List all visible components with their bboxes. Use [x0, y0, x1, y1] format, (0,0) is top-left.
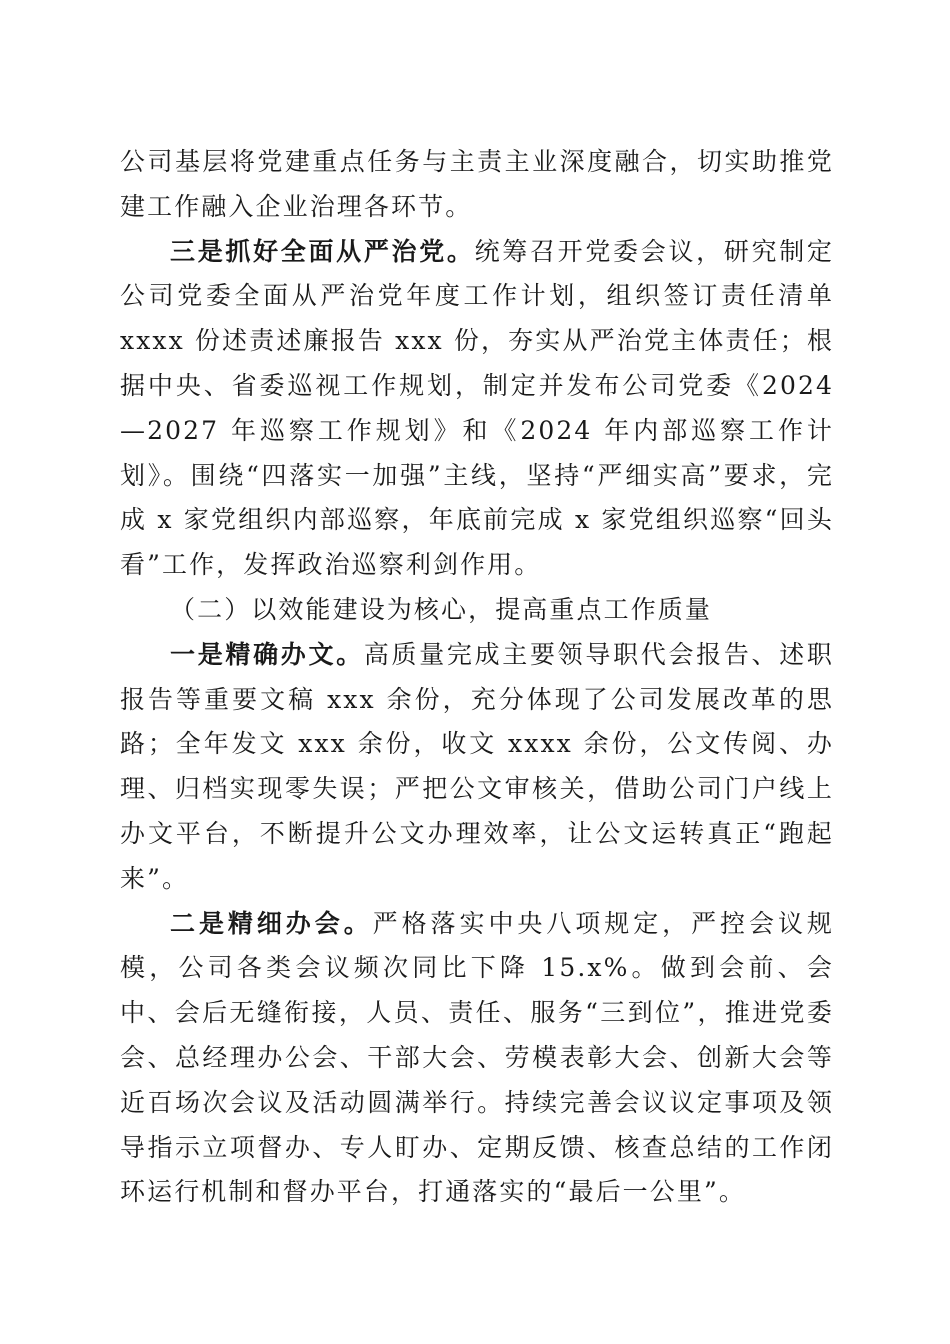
paragraph-continuation: [120, 140, 834, 230]
paragraph-precise-documents: [120, 633, 834, 902]
paragraph-text: 公司基层将党建重点任务与主责主业深度融合，切实助推党建工作融入企业治理各环节。: [120, 147, 834, 221]
paragraph-text: 高质量完成主要领导职代会报告、述职报告等重要文稿 xxx 余份，充分体现了公司发展改革的思路；全年发文 xxx 余份，收文 xxxx 余份，公文传阅、办理、归档实现零失误；严把公文审核关，借助公司门户线上办文平台，不断提升公文办理效率，让公文运转真正“跑起来”。: [120, 639, 835, 893]
document-body: [120, 140, 834, 1215]
paragraph-text: 统筹召开党委会议，研究制定公司党委全面从严治党年度工作计划，组织签订责任清单 xxxx 份述责述廉报告 xxx 份，夯实从严治党主体责任；根据中央、省委巡视工作规划，制定并发布公司党委《2024—2027 年巡察工作规划》和《2024 年内部巡察工作计划》。围绕“四落实一加强”主线，坚持“严细实高”要求，完成 x 家党组织内部巡察，年底前完成 x 家党组织巡察“回头看”工作，发挥政治巡察利剑作用。: [120, 236, 834, 580]
paragraph-lead: 二是精细办会。: [170, 908, 373, 938]
section-heading: （二）以效能建设为核心，提高重点工作质量: [170, 594, 713, 624]
paragraph-strict-party-governance: [120, 230, 834, 588]
paragraph-lead: 三是抓好全面从严治党。: [170, 236, 475, 266]
paragraph-text: 严格落实中央八项规定，严控会议规模，公司各类会议频次同比下降 15.x%。做到会前、会中、会后无缝衔接，人员、责任、服务“三到位”，推进党委会、总经理办公会、干部大会、劳模表彰大会、创新大会等近百场次会议及活动圆满举行。持续完善会议议定事项及领导指示立项督办、专人盯办、定期反馈、核查总结的工作闭环运行机制和督办平台，打通落实的“最后一公里”。: [120, 908, 834, 1207]
paragraph-lead: 一是精确办文。: [170, 639, 364, 669]
paragraph-meticulous-meetings: [120, 902, 834, 1216]
